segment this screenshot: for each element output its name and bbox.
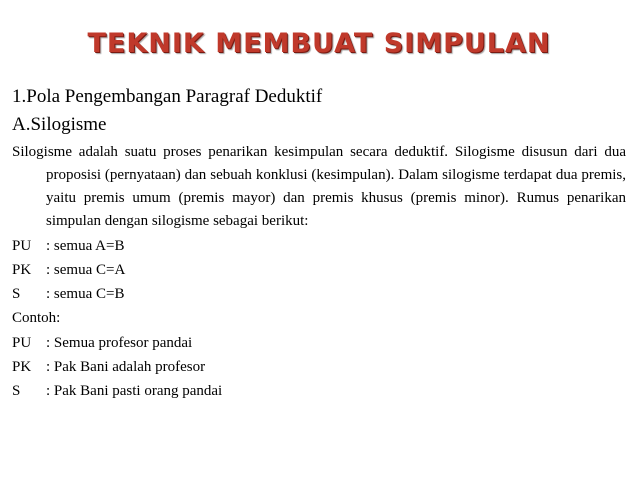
formula-list xyxy=(12,234,626,306)
formula-row-pu xyxy=(12,234,626,258)
formula-row-s xyxy=(12,282,626,306)
example-row-pk xyxy=(12,355,626,379)
formula-key: PU xyxy=(12,238,32,254)
example-row-pu xyxy=(12,331,626,355)
section-heading: 1.Pola Pengembangan Paragraf Deduktif xyxy=(12,86,323,107)
example-row-s xyxy=(12,379,626,403)
formula-key: S xyxy=(12,286,21,302)
example-value: : Semua profesor pandai xyxy=(46,335,193,351)
subsection-heading: A.Silogisme xyxy=(12,114,107,135)
formula-value: : semua C=B xyxy=(46,286,125,302)
example-value: : Pak Bani adalah profesor xyxy=(46,359,206,375)
formula-key: PK xyxy=(12,262,32,278)
slide-content xyxy=(12,83,626,403)
formula-value: : semua A=B xyxy=(46,238,125,254)
example-list xyxy=(12,331,626,403)
example-key: PU xyxy=(12,335,32,351)
example-label: Contoh: xyxy=(12,310,61,326)
formula-value: : semua C=A xyxy=(46,262,126,278)
example-value: : Pak Bani pasti orang pandai xyxy=(46,383,223,399)
example-key: S xyxy=(12,383,21,399)
example-key: PK xyxy=(12,359,32,375)
slide-title: TEKNIK MEMBUAT SIMPULAN xyxy=(87,28,551,59)
formula-row-pk xyxy=(12,258,626,282)
silogisme-paragraph: Silogisme adalah suatu proses penarikan kesimpulan secara deduktif. Silogisme disusun dari dua proposisi (pernyataan) dan sebuah konklusi (kesimpulan). Dalam silogisme terdapat dua premis, yaitu premis umum (premis mayor) dan premis khusus (premis minor). Rumus penarikan simpulan dengan silogisme sebagai berikut: xyxy=(12,144,626,229)
